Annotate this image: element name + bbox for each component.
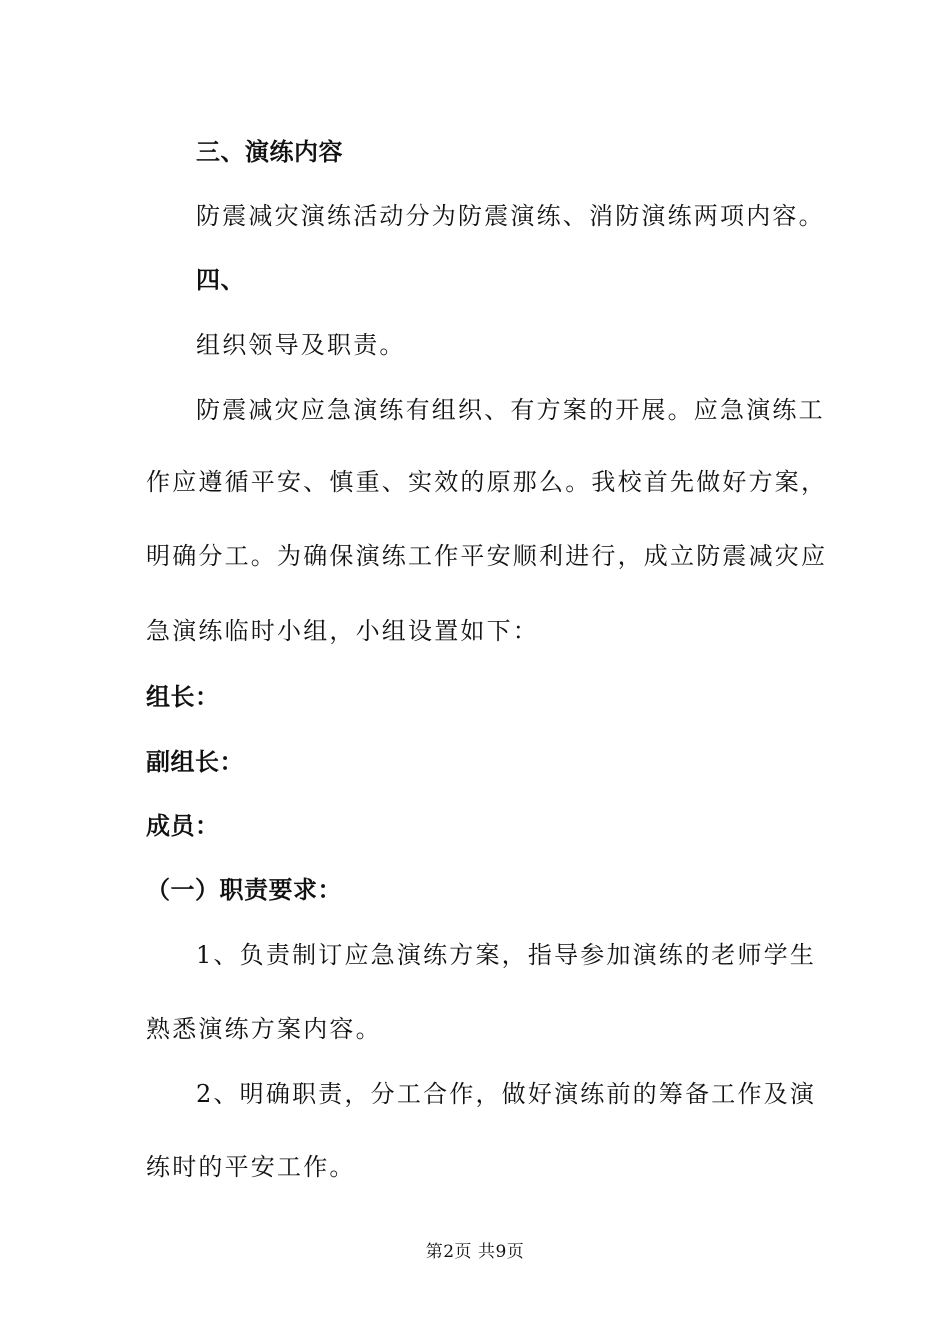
leader-label: 组长： xyxy=(146,683,220,711)
duty-item-line: 熟悉演练方案内容。 xyxy=(146,1015,382,1043)
section-body-drill-content: 防震减灾演练活动分为防震演练、消防演练两项内容。 xyxy=(196,202,825,230)
paragraph-line: 明确分工。为确保演练工作平安顺利进行，成立防震减灾应 xyxy=(146,542,828,570)
duty-item-line: 2、明确职责，分工合作，做好演练前的筹备工作及演 xyxy=(196,1080,817,1108)
paragraph-line: 作应遵循平安、慎重、实效的原那么。我校首先做好方案， xyxy=(146,468,828,496)
page-footer: 第2页 共9页 xyxy=(425,1242,525,1262)
duty-item-line: 1、负责制订应急演练方案，指导参加演练的老师学生 xyxy=(196,941,817,969)
paragraph-line: 防震减灾应急演练有组织、有方案的开展。应急演练工 xyxy=(196,396,825,424)
duty-item-line: 练时的平安工作。 xyxy=(146,1153,356,1181)
members-label: 成员： xyxy=(146,812,220,840)
section-heading-four: 四、 xyxy=(196,266,245,294)
deputy-leader-label: 副组长： xyxy=(146,748,244,776)
section-title-organization: 组织领导及职责。 xyxy=(196,331,406,359)
section-heading-drill-content: 三、演练内容 xyxy=(196,138,343,166)
paragraph-line: 急演练临时小组，小组设置如下： xyxy=(146,617,539,645)
duties-heading: （一）职责要求： xyxy=(146,876,342,904)
